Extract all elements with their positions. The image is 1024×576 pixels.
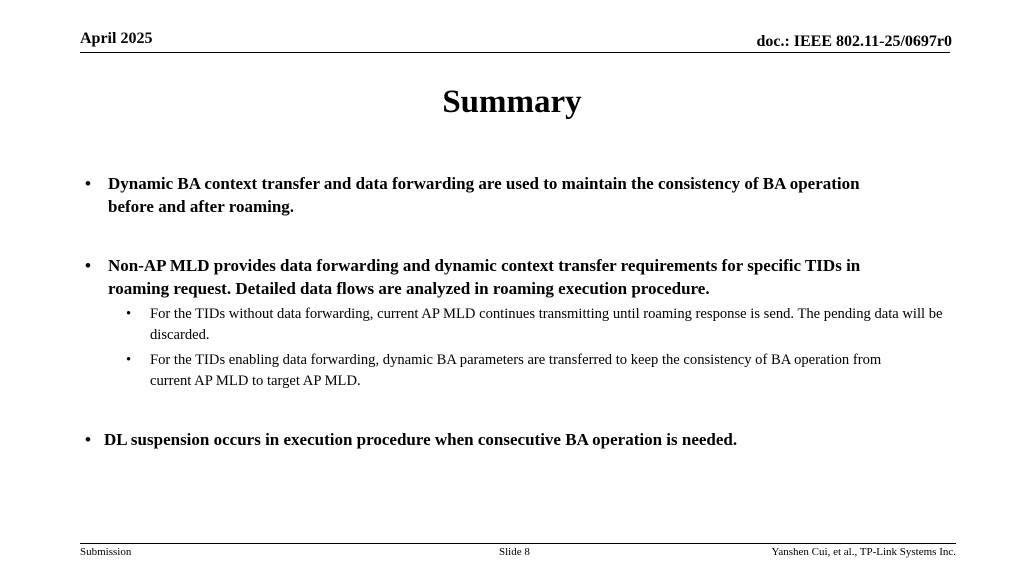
bullet-item-3: [80, 428, 960, 451]
sub-bullet-text-2: For the TIDs enabling data forwarding, dynamic BA parameters are transferred to keep the consistency of BA operation from current AP MLD to target AP MLD.: [150, 352, 882, 389]
footer-slide-number: Slide 8: [499, 546, 530, 558]
footer-authors: Yanshen Cui, et al., TP-Link Systems Inc.: [771, 546, 956, 558]
bullet-text-3: DL suspension occurs in execution procedure when consecutive BA operation is needed.: [104, 430, 738, 449]
bullet-dot: •: [85, 430, 91, 449]
bullet-dot: •: [85, 256, 91, 275]
bullet-item-2: [80, 254, 916, 300]
bullet-dot: •: [85, 174, 91, 193]
header-divider: [80, 52, 950, 53]
sub-bullet-item-2: [122, 350, 922, 392]
sub-bullet-text-1: For the TIDs without data forwarding, current AP MLD continues transmitting until roaming response is send. The pending data will be discarded.: [150, 306, 943, 343]
footer-submission: Submission: [80, 546, 132, 558]
bullet-item-1: [80, 172, 900, 218]
sub-bullet-item-1: [122, 304, 948, 346]
bullet-text-1: Dynamic BA context transfer and data forwarding are used to maintain the consistency of BA operation before and after roaming.: [108, 174, 860, 216]
bullet-text-2: Non-AP MLD provides data forwarding and dynamic context transfer requirements for specific TIDs in roaming request. Detailed data flows are analyzed in roaming execution procedure.: [108, 256, 861, 298]
header-date: April 2025: [80, 30, 153, 47]
slide-title: Summary: [442, 84, 582, 120]
sub-bullet-dot: •: [126, 352, 132, 368]
sub-bullet-dot: •: [126, 306, 132, 322]
header-doc-id: doc.: IEEE 802.11-25/0697r0: [756, 33, 952, 50]
footer-divider: [80, 543, 956, 544]
